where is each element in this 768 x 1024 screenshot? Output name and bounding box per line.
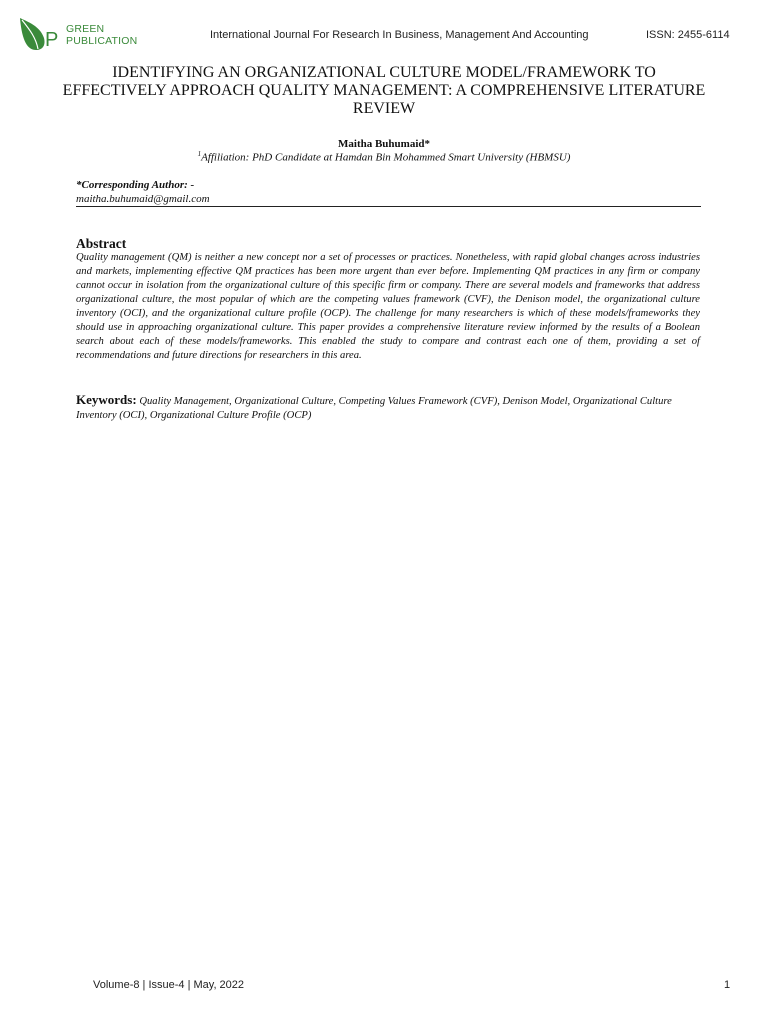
author-email: maitha.buhumaid@gmail.com	[76, 193, 210, 205]
leaf-gp-logo-icon	[18, 16, 68, 52]
volume-issue: Volume-8 | Issue-4 | May, 2022	[93, 979, 245, 991]
svg-text:P: P	[45, 29, 59, 51]
author-affiliation	[0, 150, 768, 164]
abstract-text: Quality management (QM) is neither a new concept nor a set of processes or practices. Nonetheless, with rapid global changes across industries and markets, implementing effective QM practices has been more urgent than ever before. Implementing QM practices in any firm or company cannot occur in isolation from the organizational culture of this specific firm or company. There are several models and frameworks that address organizational culture, the most popular of which are the competing values framework (CVF), the Denison model, the organizational culture inventory (OCI), and the organizational culture profile (OCP). The challenge for many researchers is which of these models/frameworks they should use in approaching organizational culture. This paper provides a comprehensive literature review informed by the results of a Boolean search about each of these models/frameworks. This enabled the study to compare and contrast each one of them, providing a set of recommendations and future directions for researchers in this area.	[76, 252, 700, 361]
affiliation-text: Affiliation: PhD Candidate at Hamdan Bin Mohammed Smart University (HBMSU)	[201, 151, 571, 164]
issn: ISSN: 2455-6114	[646, 29, 730, 41]
abstract-heading: Abstract	[76, 236, 127, 251]
keywords	[76, 393, 700, 423]
author-name: Maitha Buhumaid*	[338, 138, 430, 150]
publisher-name-line1: GREEN	[66, 23, 105, 35]
affiliation-marker: 1	[197, 150, 202, 158]
divider	[76, 206, 701, 207]
page-number: 1	[724, 979, 731, 991]
keywords-label: Keywords:	[76, 392, 137, 407]
paper-title: IDENTIFYING AN ORGANIZATIONAL CULTURE MODEL/FRAMEWORK TO EFFECTIVELY APPROACH QUALITY MANAGEMENT: A COMPREHENSIVE LITERATURE REVIEW	[62, 64, 706, 117]
publisher-name-line2: PUBLICATION	[66, 35, 138, 47]
keywords-text: Quality Management, Organizational Culture, Competing Values Framework (CVF), Denison Model, Organizational Culture Inventory (OCI), Organizational Culture Profile (OCP)	[76, 396, 672, 421]
publisher-name	[66, 23, 137, 47]
corresponding-author-label: *Corresponding Author: -	[76, 179, 195, 191]
journal-name: International Journal For Research In Business, Management And Accounting	[210, 29, 589, 41]
